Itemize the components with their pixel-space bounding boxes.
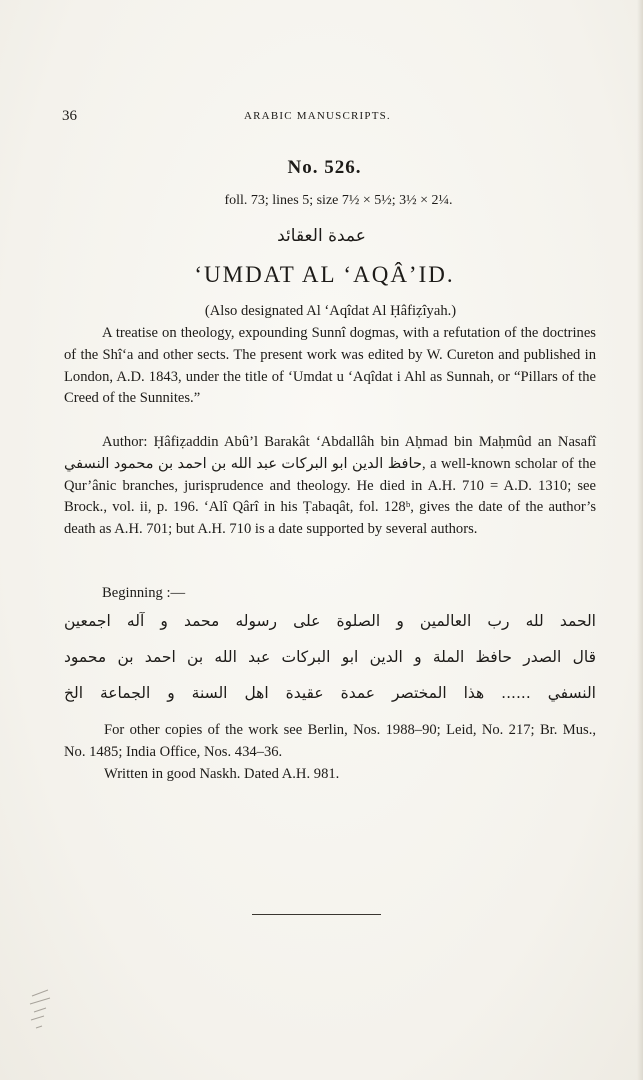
page-number: 36 [62, 108, 77, 124]
page-edge-shadow [637, 0, 643, 1080]
alternate-title: (Also designated Al ‘Aqîdat Al Ḥâfiẓîyah.) [204, 303, 457, 319]
other-copies-paragraph: For other copies of the work see Berlin, Nos. 1988–90; Leid, No. 217; Br. Mus., No. 1485; India Office, Nos. 434–36. [64, 722, 596, 760]
arabic-incipit-line-3: النسفي ...... هذا المختصر عمدة عقيدة اهل السنة و الجماعة الخ [64, 684, 596, 702]
beginning-label: Beginning :— [102, 585, 186, 601]
collation-line: foll. 73; lines 5; size 7½ × 5½; 3½ × 2¼. [224, 193, 453, 208]
work-title: ‘UMDAT AL ‘AQÂ’ID. [194, 262, 455, 287]
arabic-title: عمدة العقائد [277, 226, 366, 246]
section-end-rule [252, 914, 381, 915]
ink-smudge-mark [26, 986, 56, 1036]
running-head [62, 108, 462, 128]
arabic-incipit-line-1: الحمد لله رب العالمين و الصلوة على رسوله محمد و آله اجمعين [64, 612, 596, 630]
author-paragraph: Author: Ḥâfiẓaddin Abû’l Barakât ‘Abdallâh bin Aḥmad bin Maḥmûd an Nasafî حافظ الدين ابو البركات عبد الله بن احمد بن محمود النسفي, a well-known scholar of the Qur’ânic branches, jurisprudence and theology. He died in A.H. 710 = A.D. 1310; see Brock., vol. ii, p. 196. ‘Alî Qârî in his Ṭabaqât, fol. 128ᵇ, gives the date of the author’s death as A.H. 701; but A.H. 710 is a date supported by several authors. [64, 434, 596, 538]
entry-number: No. 526. [287, 157, 362, 178]
arabic-incipit-line-2: قال الصدر حافظ الملة و الدين ابو البركات عبد الله بن احمد بن محمود [64, 648, 596, 666]
running-title: ARABIC MANUSCRIPTS. [244, 110, 391, 122]
description-paragraph: A treatise on theology, expounding Sunnî dogmas, with a refutation of the doctrines of the Shî‘a and other sects. The present work was edited by W. Cureton and published in London, A.D. 1843, under the title of ‘Umdat u ‘Aqîdat i Ahl as Sunnah, or “Pillars of the Creed of the Sunnites.” [64, 325, 596, 407]
script-date-paragraph: Written in good Naskh. Dated A.H. 981. [104, 766, 340, 782]
